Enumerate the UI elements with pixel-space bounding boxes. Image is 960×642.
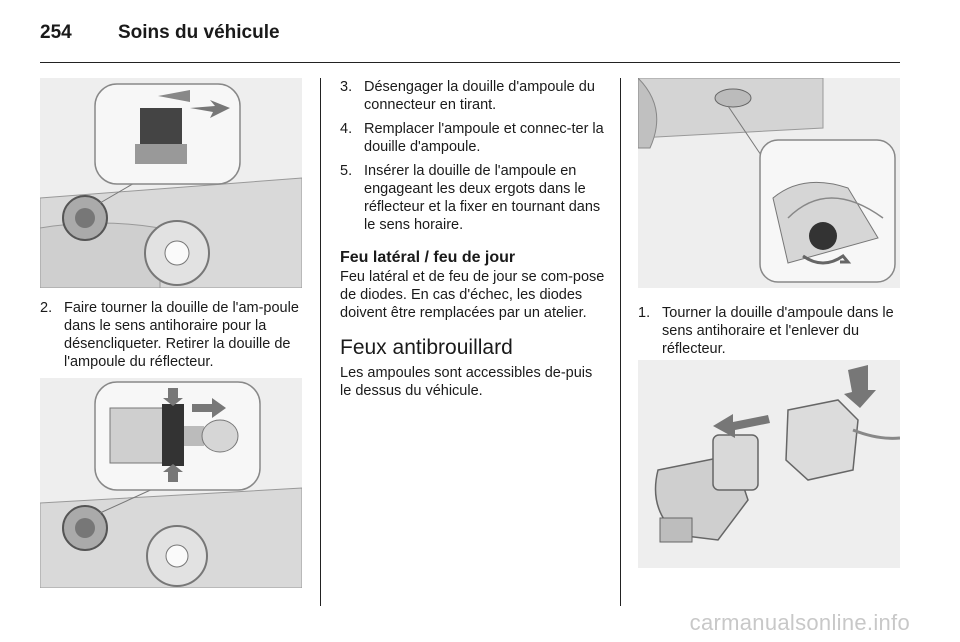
middle-column-text — [340, 78, 605, 400]
figure-headlamp-socket — [40, 78, 302, 288]
left-column-text — [40, 299, 302, 377]
step-2: 2. Faire tourner la douille de l'am-poule dans le sens antihoraire pour la désencliqueter. Retirer la douille de l'ampoule du réflecteur. — [40, 300, 299, 370]
figure-bulb-socket — [40, 378, 302, 588]
step-1: 1. Tourner la douille d'ampoule dans le sens antihoraire et l'enlever du réflecteur. — [638, 305, 894, 357]
header-rule — [40, 62, 900, 63]
step-5: 5. Insérer la douille de l'ampoule en engageant les deux ergots dans le réflecteur et la fixer en tournant dans le sens horaire. — [340, 163, 601, 233]
side-light-text: Feu latéral et de feu de jour se com-pose de diodes. En cas d'échec, les diodes doivent être remplacées par un atelier. — [340, 269, 605, 321]
step-4: 4. Remplacer l'ampoule et connec-ter la douille d'ampoule. — [340, 121, 604, 155]
page-title: Soins du véhicule — [118, 22, 280, 43]
step-3: 3. Désengager la douille d'ampoule du connecteur en tirant. — [340, 79, 595, 113]
fog-bulb-connector-illustration — [638, 360, 900, 568]
heading-fog-lights: Feux antibrouillard — [340, 336, 513, 359]
right-column-text — [638, 304, 900, 364]
bulb-socket-illustration — [40, 378, 302, 588]
figure-fog-lamp — [638, 78, 900, 288]
column-divider-left — [320, 78, 321, 606]
heading-side-light: Feu latéral / feu de jour — [340, 249, 516, 266]
page-number: 254 — [40, 22, 72, 43]
headlamp-socket-illustration — [40, 78, 302, 288]
column-divider-right — [620, 78, 621, 606]
fog-lamp-illustration — [638, 78, 900, 288]
fog-lights-text: Les ampoules sont accessibles de-puis le dessus du véhicule. — [340, 365, 593, 399]
figure-fog-bulb-connector — [638, 360, 900, 568]
watermark: carmanualsonline.info — [689, 610, 910, 635]
